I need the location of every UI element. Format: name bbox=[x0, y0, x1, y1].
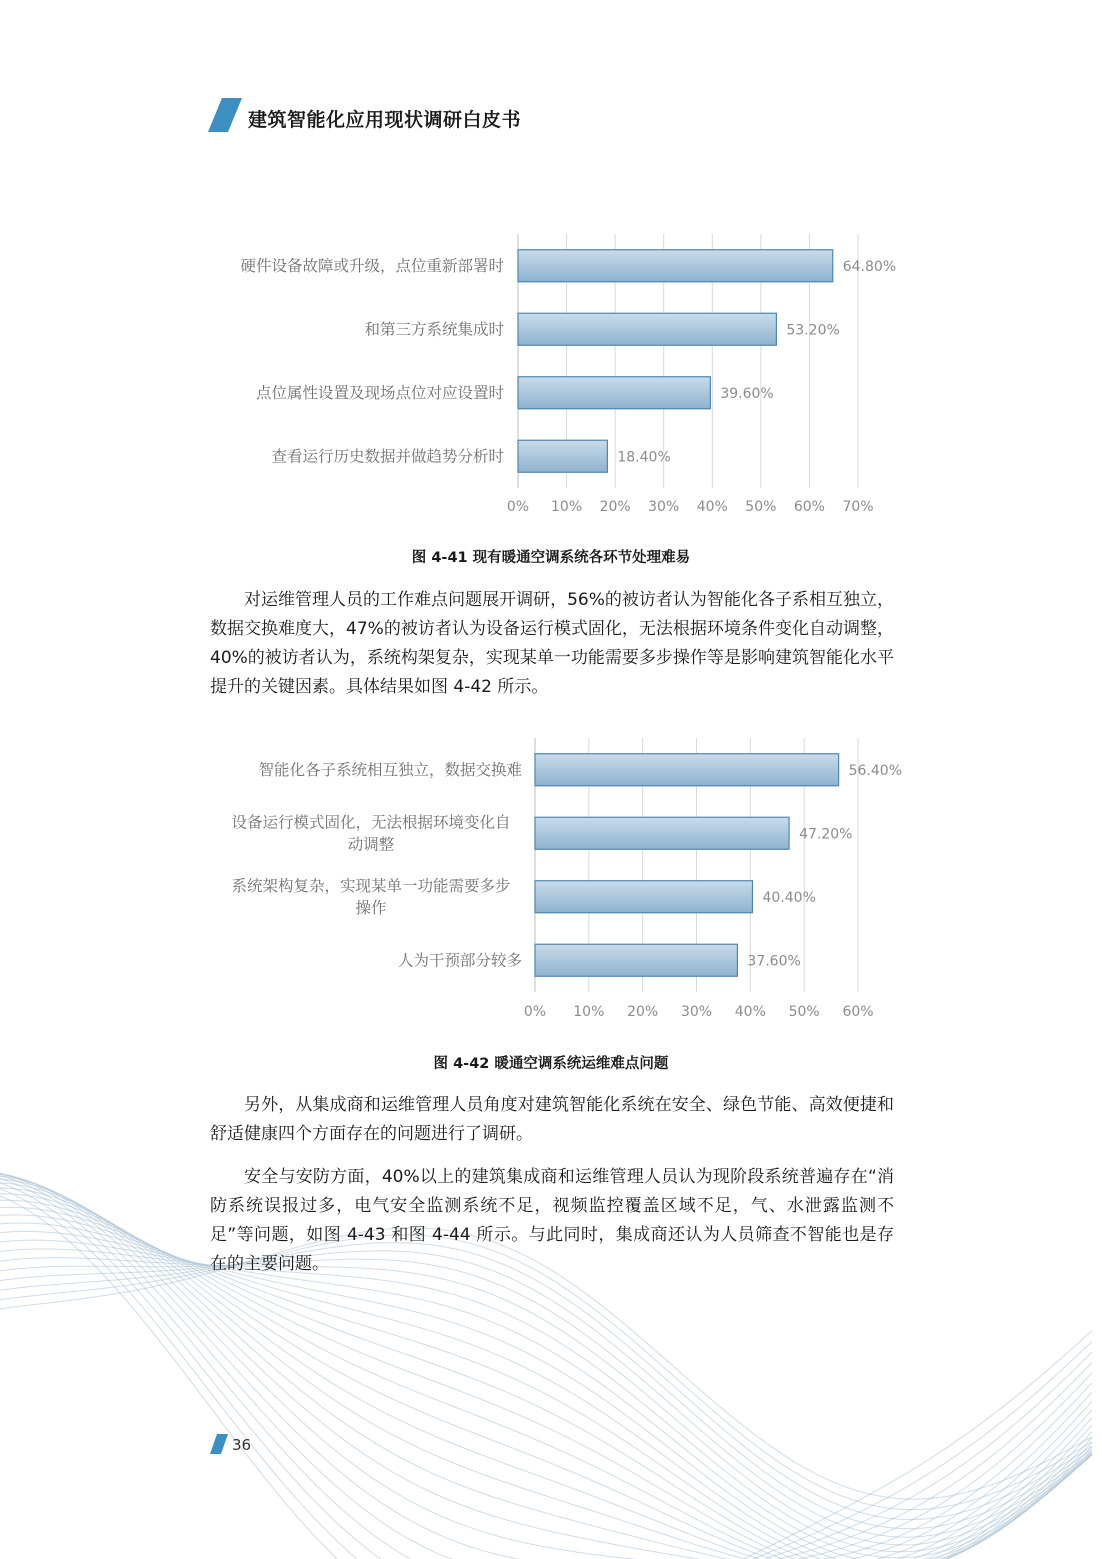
data-label: 40.40% bbox=[762, 889, 816, 906]
bar bbox=[535, 944, 737, 976]
bar bbox=[518, 377, 710, 409]
category-label: 查看运行历史数据并做趋势分析时 bbox=[271, 447, 504, 466]
x-tick-label: 70% bbox=[842, 499, 874, 515]
data-label: 18.40% bbox=[617, 449, 671, 466]
data-label: 64.80% bbox=[842, 258, 897, 275]
data-label: 56.40% bbox=[848, 762, 903, 779]
x-tick-label: 60% bbox=[842, 1004, 874, 1020]
category-label: 人为干预部分较多 bbox=[397, 951, 522, 970]
x-tick-label: 20% bbox=[627, 1004, 659, 1020]
x-tick-label: 40% bbox=[696, 499, 728, 515]
page-number-text: 36 bbox=[232, 1436, 252, 1454]
header-accent-icon bbox=[208, 98, 244, 134]
wave-line bbox=[0, 1249, 1092, 1552]
bar bbox=[535, 817, 789, 849]
category-label: 点位属性设置及现场点位对应设置时 bbox=[255, 383, 504, 402]
category-label: 智能化各子系统相互独立，数据交换难 bbox=[258, 760, 522, 779]
x-tick-label: 40% bbox=[734, 1004, 766, 1020]
x-tick-label: 50% bbox=[745, 499, 777, 515]
x-tick-label: 30% bbox=[680, 1004, 713, 1020]
figure-caption-4-42: 图 4-42 暖通空调系统运维难点问题 bbox=[433, 1056, 669, 1072]
wave-line bbox=[0, 1231, 1092, 1559]
data-label: 47.20% bbox=[799, 826, 853, 843]
x-tick-label: 0% bbox=[506, 499, 530, 515]
category-label: 系统架构复杂，实现某单一功能需要多步操作 bbox=[231, 876, 511, 917]
category-label: 和第三方系统集成时 bbox=[364, 320, 504, 339]
data-label: 53.20% bbox=[786, 322, 840, 339]
bar bbox=[518, 313, 776, 345]
paragraph-security-issues: 安全与安防方面，40%以上的建筑集成商和运维管理人员认为现阶段系统普遍存在“消防系统误报过多，电气安全监测系统不足，视频监控覆盖区域不足，气、水泄露监测不足”等问题，如图 4-43 和图 4-44 所示。与此同时，集成商还认为人员筛查不智能也是存在的主要问题。 bbox=[210, 1167, 894, 1274]
x-tick-label: 0% bbox=[523, 1004, 547, 1020]
page-number bbox=[210, 1434, 252, 1458]
bar bbox=[535, 754, 839, 786]
paragraph-survey-aspects: 另外，从集成商和运维管理人员角度对建筑智能化系统在安全、绿色节能、高效便捷和舒适健康四个方面存在的问题进行了调研。 bbox=[210, 1095, 894, 1144]
wave-line bbox=[0, 1240, 1092, 1558]
data-label: 37.60% bbox=[747, 953, 801, 970]
x-tick-label: 20% bbox=[599, 499, 631, 515]
x-tick-label: 10% bbox=[573, 1004, 605, 1020]
x-tick-label: 30% bbox=[648, 499, 680, 515]
x-tick-label: 50% bbox=[788, 1004, 820, 1020]
x-tick-label: 60% bbox=[793, 499, 825, 515]
document-title: 建筑智能化应用现状调研白皮书 bbox=[248, 109, 522, 131]
wave-line bbox=[0, 1258, 1092, 1545]
bar bbox=[518, 250, 833, 282]
chart-hvac-difficulty bbox=[0, 225, 1102, 525]
chart-hvac-ops-issues bbox=[0, 730, 1102, 1030]
page-accent-icon bbox=[210, 1434, 228, 1454]
category-label: 硬件设备故障或升级，点位重新部署时 bbox=[240, 256, 504, 275]
data-label: 39.60% bbox=[720, 385, 774, 402]
paragraph-ops-difficulties: 对运维管理人员的工作难点问题展开调研，56%的被访者认为智能化各子系相互独立，数据交换难度大，47%的被访者认为设备运行模式固化，无法根据环境条件变化自动调整，40%的被访者认为，系统构架复杂，实现某单一功能需要多步操作等是影响建筑智能化水平提升的关键因素。具体结果如图 4-42 所示。 bbox=[210, 590, 894, 697]
x-tick-label: 10% bbox=[551, 499, 583, 515]
category-label: 设备运行模式固化，无法根据环境变化自动调整 bbox=[231, 813, 511, 854]
bar bbox=[518, 440, 607, 472]
bar bbox=[535, 881, 752, 913]
figure-caption-4-41: 图 4-41 现有暖通空调系统各环节处理难易 bbox=[411, 550, 691, 566]
